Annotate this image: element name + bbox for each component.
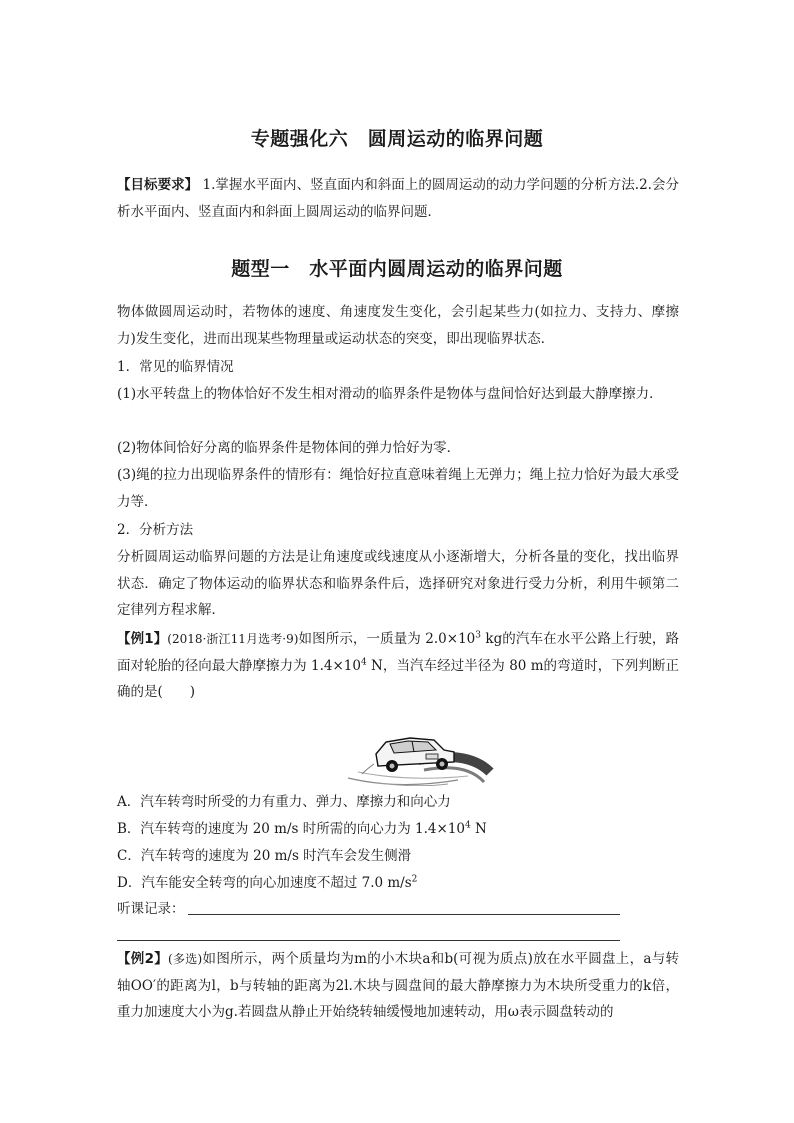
goal-tag: 【目标要求】: [117, 177, 199, 193]
learning-goal: [117, 172, 679, 225]
example-2-text: 如图所示，两个质量均为m的小木块a和b(可视为质点)放在水平圆盘上，a与转轴OO′的距离为l，b与转轴的距离为2l.木块与圆盘间的最大静摩擦力为木块所受重力的k倍，重力加速度大小为g.若圆盘从静止开始绕转轴缓慢地加速转动，用ω表示圆盘转动的: [117, 951, 679, 1020]
option-b-unit: N: [470, 821, 487, 837]
example-1: [117, 626, 679, 706]
example-1-source: (2018·浙江11月选考·9): [167, 632, 299, 646]
goal-text: 1.掌握水平面内、竖直面内和斜面上的圆周运动的动力学问题的分析方法.2.会分析水平面内、竖直面内和斜面上圆周运动的临界问题．: [117, 177, 680, 220]
example-2-tag: 【例2】: [117, 951, 169, 967]
example-1-sup-a: 3: [475, 630, 481, 641]
method-paragraph: 分析圆周运动临界问题的方法是让角速度或线速度从小逐渐增大，分析各量的变化，找出临界状态．确定了物体运动的临界状态和临界条件后，选择研究对象进行受力分析，利用牛顿第二定律列方程求解．: [117, 549, 679, 618]
option-a: A．汽车转弯时所受的力有重力、弹力、摩擦力和向心力: [117, 794, 451, 810]
example-1-text-b: kg的汽车在水平公路上行驶，路面对轮胎的径向最大静摩擦力为 1.4×10: [117, 631, 679, 674]
heading-analysis-method: 2．分析方法: [117, 522, 194, 538]
case-3: (3)绳的拉力出现临界条件的情形有：绳恰好拉直意味着绳上无弹力；绳上拉力恰好为最大承受力等．: [117, 467, 679, 510]
option-b: [117, 816, 679, 843]
example-1-sup-b: 4: [360, 657, 367, 667]
case-2: (2)物体间恰好分离的临界条件是物体间的弹力恰好为零．: [117, 440, 461, 456]
option-d-text: D．汽车能安全转弯的向心加速度不超过 7.0 m/s: [117, 875, 412, 891]
notes-line-2: [117, 940, 620, 941]
option-d: [117, 870, 679, 897]
section-title: 题型一 水平面内圆周运动的临界问题: [231, 258, 563, 280]
example-2-source: (多选): [168, 952, 203, 966]
option-d-sup: 2: [411, 874, 418, 885]
heading-critical-cases: 1．常见的临界情况: [117, 359, 234, 375]
notes-line-1: [188, 914, 620, 915]
intro-paragraph: 物体做圆周运动时，若物体的速度、角速度发生变化，会引起某些力(如拉力、支持力、摩擦力)发生变化，进而出现某些物理量或运动状态的突变，即出现临界状态．: [117, 304, 679, 347]
example-1-text-c: N，当汽车经过半径为 80 m的弯道时，下列判断正确的是( ): [117, 657, 679, 700]
case-1: (1)水平转盘上的物体恰好不发生相对滑动的临界条件是物体与盘间恰好达到最大静摩擦力．: [117, 386, 663, 402]
page-title: 专题强化六 圆周运动的临界问题: [250, 128, 544, 150]
example-2: [117, 946, 679, 1026]
example-1-text-a: 如图所示，一质量为 2.0×10: [298, 631, 476, 647]
car-on-curve-illustration: [338, 720, 498, 786]
option-b-sup: 4: [465, 820, 471, 831]
listening-notes-label: 听课记录：: [117, 901, 185, 917]
example-1-tag: 【例1】: [117, 631, 168, 647]
option-c: C．汽车转弯的速度为 20 m/s 时汽车会发生侧滑: [117, 848, 412, 864]
option-b-text: B．汽车转弯的速度为 20 m/s 时所需的向心力为 1.4×10: [117, 821, 466, 837]
